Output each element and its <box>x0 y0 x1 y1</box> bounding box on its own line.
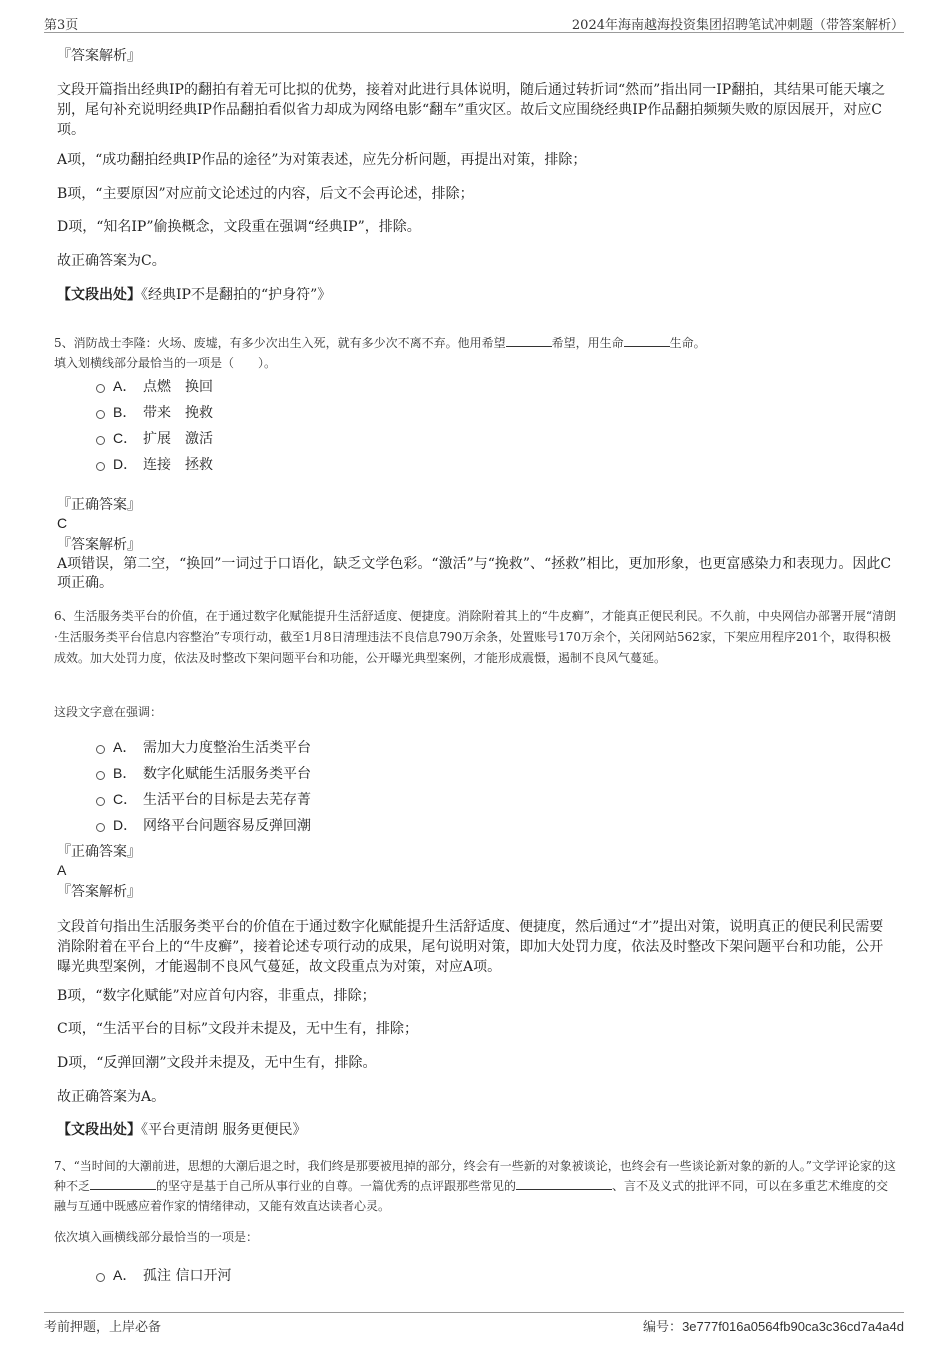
q6-analysis-label: 『答案解析』 <box>57 884 141 900</box>
q4-source <box>57 285 897 305</box>
q4-option-d-explanation: D项，“知名IP”偷换概念，文段重在强调“经典IP”，排除。 <box>57 219 421 235</box>
radio-icon[interactable] <box>96 745 105 754</box>
q6-option-b-explanation: B项，“数字化赋能”对应首句内容，非重点，排除； <box>57 988 376 1004</box>
page-number: 第3页 <box>44 18 79 33</box>
option-text: 数字化赋能生活服务类平台 <box>143 766 311 782</box>
q6-conclusion: 故正确答案为A。 <box>57 1089 166 1105</box>
option-letter: D． <box>113 456 138 472</box>
analysis-label: 『答案解析』 <box>57 48 141 64</box>
document-id-value: 3e777f016a0564fb90ca3c36cd7a4a4d <box>682 1319 904 1334</box>
option-letter: B． <box>113 765 137 781</box>
source-label: 【文段出处】 <box>57 1122 141 1138</box>
source-title: 《平台更清朗 服务更便民》 <box>141 1122 307 1138</box>
q4-option-b-explanation: B项，“主要原因”对应前文论述过的内容，后文不会再论述，排除； <box>57 186 474 202</box>
option-letter: A． <box>113 739 137 755</box>
q6-stem: 6、生活服务类平台的价值，在于通过数字化赋能提升生活舒适度、便捷度。消除附着其上的“牛皮癣”，才能真正便民利民。不久前，中央网信办部署开展“清朗·生活服务类平台信息内容整治”专项行动，截至1月8日清理违法不良信息790万余条，处置账号170万余个，关闭网站562家，下架应用程序201个，取得积极成效。加大处罚力度，依法及时整改下架问题平台和功能，公开曝光典型案例，才能形成震慑，遏制不良风气蔓延。 <box>54 609 897 665</box>
option-text: 带来 挽救 <box>143 405 213 421</box>
fill-blank <box>624 334 670 347</box>
fill-blank <box>516 1177 612 1190</box>
radio-icon[interactable] <box>96 462 105 471</box>
option-text: 孤注 信口开河 <box>143 1268 232 1284</box>
q5-option-b[interactable] <box>96 402 213 422</box>
option-letter: C． <box>113 430 138 446</box>
document-title: 2024年海南越海投资集团招聘笔试冲刺题（带答案解析） <box>571 18 904 33</box>
q5-stem-part: 5、消防战士李隆：火场、废墟，有多少次出生入死，就有多少次不离不弃。他用希望 <box>54 336 506 350</box>
option-text: 扩展 激活 <box>143 431 213 447</box>
q5-stem <box>54 334 899 353</box>
option-text: 需加大力度整治生活类平台 <box>143 740 311 756</box>
q7-stem-part: 的坚守是基于自己所从事行业的自尊。一篇优秀的点评跟那些常见的 <box>156 1179 517 1193</box>
q6-option-d-explanation: D项，“反弹回潮”文段并未提及，无中生有，排除。 <box>57 1055 377 1071</box>
q4-analysis-paragraph: 文段开篇指出经典IP的翻拍有着无可比拟的优势，接着对此进行具体说明，随后通过转折词“然而”指出同一IP翻拍，其结果可能天壤之别，尾句补充说明经典IP作品翻拍看似省力却成为网络电影“翻车”重灾区。故后文应围绕经典IP作品翻拍频频失败的原因展开，对应C项。 <box>57 82 886 138</box>
q5-option-a[interactable] <box>96 376 213 396</box>
q5-option-c[interactable] <box>96 428 213 448</box>
q6-analysis-paragraph: 文段首句指出生活服务类平台的价值在于通过数字化赋能提升生活舒适度、便捷度，然后通过“才”提出对策，说明真正的便民利民需要消除附着在平台上的“牛皮癣”，接着论述专项行动的成果，尾句说明对策，即加大处罚力度，依法及时整改下架问题平台和功能，公开曝光典型案例，才能遏制不良风气蔓延，故文段重点为对策，对应A项。 <box>57 919 884 975</box>
option-letter: A． <box>113 378 137 394</box>
fill-blank <box>506 334 552 347</box>
option-text: 连接 拯救 <box>143 457 213 473</box>
q5-analysis: A项错误，第二空，“换回”一词过于口语化，缺乏文学色彩。“激活”与“挽救”、“拯救”相比，更加形象，也更富感染力和表现力。因此C项正确。 <box>57 556 892 591</box>
radio-icon[interactable] <box>96 771 105 780</box>
page-footer <box>44 1312 904 1335</box>
option-letter: D． <box>113 817 138 833</box>
q5-stem-part: 生命。 <box>669 336 706 350</box>
q5-stem-part: 希望，用生命 <box>551 336 624 350</box>
q6-option-a[interactable] <box>96 737 311 757</box>
radio-icon[interactable] <box>96 1273 105 1282</box>
q5-answer-label: 『正确答案』 <box>57 497 141 513</box>
q4-option-a-explanation: A项，“成功翻拍经典IP作品的途径”为对策表述，应先分析问题，再提出对策，排除； <box>57 152 587 168</box>
q6-option-c[interactable] <box>96 789 311 809</box>
option-text: 网络平台问题容易反弹回潮 <box>143 818 311 834</box>
q6-answer: A <box>57 862 67 878</box>
document-id <box>643 1316 904 1335</box>
q5-analysis-label: 『答案解析』 <box>57 537 141 553</box>
option-letter: C． <box>113 791 138 807</box>
fill-blank <box>90 1177 156 1190</box>
q5-option-d[interactable] <box>96 454 213 474</box>
source-title: 《经典IP不是翻拍的“护身符”》 <box>141 287 332 303</box>
q6-answer-label: 『正确答案』 <box>57 844 141 860</box>
q6-source <box>57 1120 897 1140</box>
radio-icon[interactable] <box>96 410 105 419</box>
q6-option-d[interactable] <box>96 815 311 835</box>
page-header <box>44 12 904 33</box>
footer-slogan: 考前押题，上岸必备 <box>44 1320 162 1335</box>
radio-icon[interactable] <box>96 797 105 806</box>
q6-option-b[interactable] <box>96 763 311 783</box>
radio-icon[interactable] <box>96 823 105 832</box>
q6-prompt: 这段文字意在强调： <box>54 705 163 719</box>
q7-stem-part: 7、“当时间的大潮前进，思想的大潮后退之时，我们终是那要被甩掉的部分，终会有一些新的对象被谈论，也终会有一些谈论新对象的新的人。”文学评论家的这种不乏 <box>54 1159 896 1193</box>
q7-stem-part: 、言不及义式的批评不同，可以在多重艺术维度的交融与互通中既感应着作家的情绪律动，又能有效直达读者心灵。 <box>54 1179 889 1213</box>
q4-conclusion: 故正确答案为C。 <box>57 253 166 269</box>
radio-icon[interactable] <box>96 436 105 445</box>
option-letter: B． <box>113 404 137 420</box>
q7-option-a[interactable] <box>96 1265 231 1285</box>
q5-answer: C <box>57 515 68 531</box>
document-id-label: 编号： <box>643 1320 683 1335</box>
option-text: 点燃 换回 <box>143 379 213 395</box>
source-label: 【文段出处】 <box>57 287 141 303</box>
q5-prompt: 填入划横线部分最恰当的一项是（ ）。 <box>54 356 277 370</box>
q6-option-c-explanation: C项，“生活平台的目标”文段并未提及，无中生有，排除； <box>57 1021 419 1037</box>
radio-icon[interactable] <box>96 384 105 393</box>
option-text: 生活平台的目标是去芜存菁 <box>143 792 311 808</box>
option-letter: A． <box>113 1267 137 1283</box>
q7-prompt: 依次填入画横线部分最恰当的一项是： <box>54 1230 259 1244</box>
q7-stem <box>54 1156 899 1216</box>
